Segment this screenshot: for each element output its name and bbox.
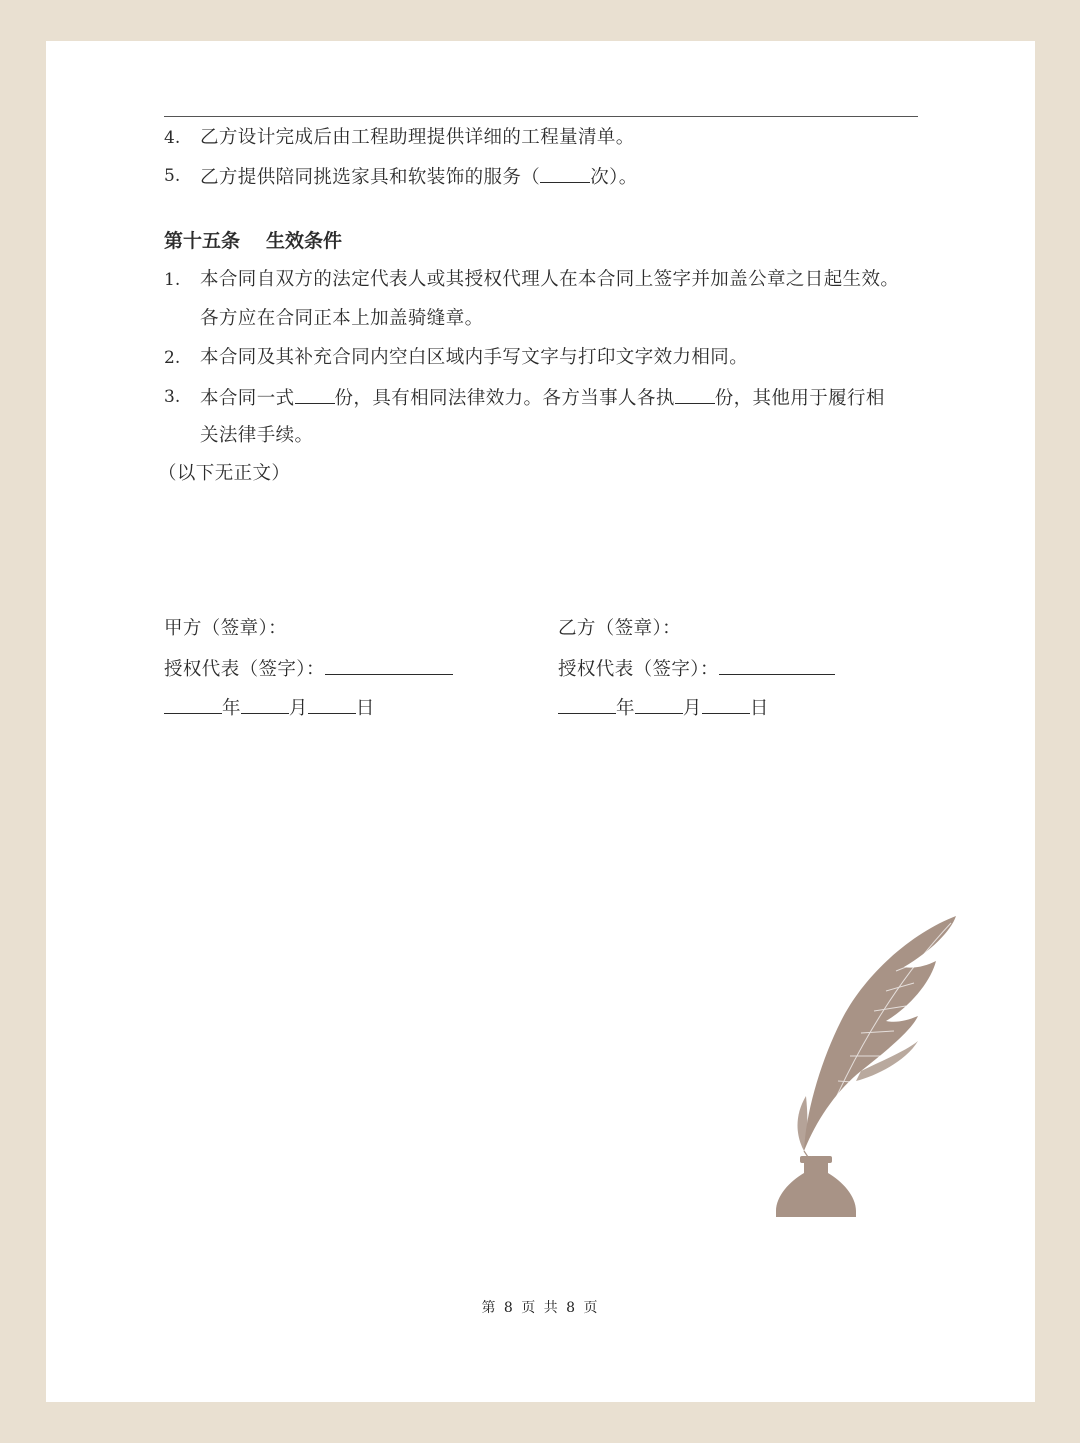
end-note: （以下无正文） [158, 463, 291, 484]
party-b-signature-field[interactable] [719, 656, 835, 675]
month-label: 月 [682, 698, 702, 719]
party-b-rep-label: 授权代表（签字）： [558, 659, 719, 680]
year-label: 年 [616, 698, 635, 719]
year-label: 年 [222, 698, 241, 719]
party-a-date [164, 695, 375, 721]
item-text [200, 164, 638, 190]
top-rule [164, 116, 918, 117]
clause-text: 本合同及其补充合同内空白区域内手写文字与打印文字效力相同。 [200, 347, 749, 368]
article-heading [164, 229, 342, 253]
party-a-seal-label: 甲方（签章）： [164, 618, 288, 639]
clause-text: 各方应在合同正本上加盖骑缝章。 [200, 308, 484, 329]
clause-number: 3. [164, 387, 181, 407]
clause-number: 2. [164, 348, 181, 368]
party-b-date [558, 695, 769, 721]
year-field[interactable] [558, 695, 616, 714]
page-footer: 第 8 页 共 8 页 [481, 1300, 600, 1316]
clause-text: 本合同自双方的法定代表人或其授权代理人在本合同上签字并加盖公章之日起生效。 [200, 269, 900, 290]
clause-text-part: 本合同一式 [200, 388, 295, 409]
quill-and-inkwell-icon [746, 911, 966, 1221]
item-text: 乙方设计完成后由工程助理提供详细的工程量清单。 [200, 127, 635, 148]
clause-text-part: 份，其他用于履行相 [714, 388, 885, 409]
year-field[interactable] [164, 695, 222, 714]
day-field[interactable] [308, 695, 356, 714]
item-text-part: 乙方提供陪同挑选家具和软装饰的服务（ [200, 167, 541, 188]
clause-text-part: 份，具有相同法律效力。各方当事人各执 [334, 388, 675, 409]
party-a-rep-line [164, 656, 453, 682]
party-a-rep-label: 授权代表（签字）： [164, 659, 325, 680]
blank-field[interactable] [675, 385, 715, 404]
clause-text [200, 385, 885, 411]
document-page [46, 41, 1035, 1402]
item-text-part: 次）。 [590, 167, 638, 188]
party-b-rep-line [558, 656, 835, 682]
blank-field[interactable] [295, 385, 335, 404]
item-number: 5. [164, 166, 181, 186]
blank-field[interactable] [540, 164, 590, 183]
day-label: 日 [749, 698, 769, 719]
month-field[interactable] [635, 695, 683, 714]
day-field[interactable] [702, 695, 750, 714]
clause-text: 关法律手续。 [200, 425, 314, 446]
month-field[interactable] [241, 695, 289, 714]
day-label: 日 [355, 698, 375, 719]
article-title: 生效条件 [266, 230, 343, 252]
clause-number: 1. [164, 270, 181, 290]
month-label: 月 [288, 698, 308, 719]
party-b-seal-label: 乙方（签章）： [558, 618, 682, 639]
article-number: 第十五条 [164, 230, 241, 252]
item-number: 4. [164, 128, 181, 148]
party-a-signature-field[interactable] [325, 656, 453, 675]
